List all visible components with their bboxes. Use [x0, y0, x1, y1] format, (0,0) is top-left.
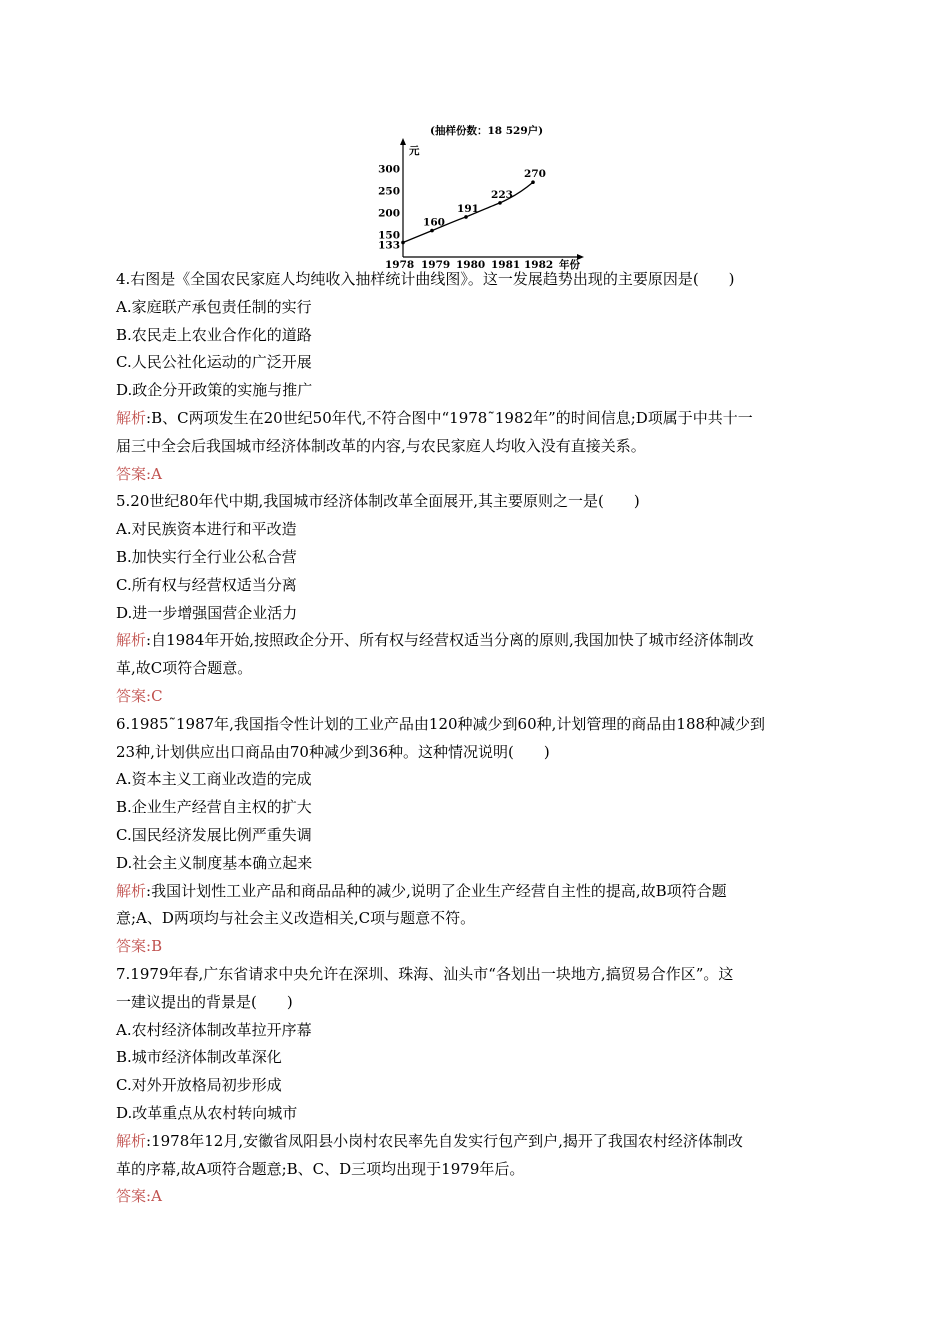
question-6: [116, 711, 838, 961]
answer-value: :C: [146, 686, 163, 705]
answer: [116, 1183, 838, 1211]
option-d: D.政企分开政策的实施与推广: [116, 381, 313, 400]
option-a: A.家庭联产承包责任制的实行: [116, 297, 312, 316]
question-4: [116, 266, 838, 488]
x-tick-label-1980: 1980: [456, 259, 486, 271]
y-axis-arrow: [400, 138, 406, 145]
y-tick-label-250: 250: [378, 185, 400, 198]
option-c: C.国民经济发展比例严重失调: [116, 825, 312, 844]
answer-value: :B: [146, 937, 163, 956]
answer-label: 答案: [116, 937, 147, 956]
option-c: C.人民公社化运动的广泛开展: [116, 353, 312, 372]
data-point-1981: [498, 201, 502, 205]
option-b: B.农民走上农业合作化的道路: [116, 325, 312, 344]
data-point-1982: [531, 180, 535, 184]
y-tick-label-300: 300: [378, 163, 400, 176]
analysis: [116, 627, 838, 655]
answer: [116, 683, 838, 711]
option-a: A.农村经济体制改革拉开序幕: [116, 1020, 312, 1039]
answer-label: 答案: [116, 686, 147, 705]
analysis-label: 解析: [116, 881, 147, 900]
option-c: C.所有权与经营权适当分离: [116, 575, 297, 594]
option-a: A.资本主义工商业改造的完成: [116, 770, 312, 789]
x-tick-label-1982: 1982: [524, 259, 554, 271]
answer: [116, 933, 838, 961]
question-stem: 4.右图是《全国农民家庭人均纯收入抽样统计曲线图》。这一发展趋势出现的主要原因是( ): [116, 270, 735, 288]
analysis-continued: 革的序幕,故A项符合题意;B、C、D三项均出现于1979年后。: [116, 1159, 525, 1178]
answer-label: 答案: [116, 464, 147, 483]
y-tick-label-150: 150: [378, 229, 400, 242]
chart-xlabel: 年份: [559, 259, 580, 271]
y-start-label: 133: [378, 239, 400, 252]
analysis-text: :我国计划性工业产品和商品品种的减少,说明了企业生产经营自主性的提高,故B项符合题: [146, 881, 727, 900]
analysis: [116, 405, 838, 433]
analysis-continued: 意;A、D两项均与社会主义改造相关,C项与题意不符。: [116, 909, 476, 928]
data-label-1980: 191: [457, 202, 479, 215]
analysis: [116, 878, 838, 906]
analysis-continued: 届三中全会后我国城市经济体制改革的内容,与农民家庭人均收入没有直接关系。: [116, 436, 646, 455]
data-label-1981: 223: [491, 188, 513, 201]
data-point-1979: [430, 229, 434, 233]
answer-label: 答案: [116, 1187, 147, 1206]
y-tick-label-200: 200: [378, 207, 400, 220]
answer-value: :A: [146, 464, 162, 483]
question-stem-continued: 一建议提出的背景是( ): [116, 992, 293, 1011]
data-label-1982: 270: [524, 168, 546, 181]
question-stem: 6.1985˜1987年,我国指令性计划的工业产品由120种减少到60种,计划管理的商品由188种减少到: [116, 714, 766, 733]
answer-value: :A: [146, 1187, 162, 1206]
x-tick-label-1981: 1981: [491, 259, 521, 271]
data-point-1978: [401, 241, 405, 245]
x-tick-label-1978: 1978: [385, 259, 415, 271]
option-b: B.城市经济体制改革深化: [116, 1048, 282, 1067]
data-label-1979: 160: [423, 216, 445, 229]
option-b: B.企业生产经营自主权的扩大: [116, 798, 312, 817]
option-d: D.进一步增强国营企业活力: [116, 603, 298, 622]
question-5: [116, 488, 838, 710]
option-d: D.社会主义制度基本确立起来: [116, 853, 313, 872]
data-point-1980: [464, 215, 468, 219]
question-7: [116, 961, 838, 1211]
x-axis-arrow: [577, 254, 584, 260]
question-stem: 5.20世纪80年代中期,我国城市经济体制改革全面展开,其主要原则之一是( ): [116, 492, 640, 511]
option-c: C.对外开放格局初步形成: [116, 1076, 282, 1095]
analysis-continued: 革,故C项符合题意。: [116, 659, 253, 678]
analysis-text: :1978年12月,安徽省凤阳县小岗村农民率先自发实行包产到户,揭开了我国农村经济体制改: [146, 1131, 743, 1150]
chart-title: (抽样份数：18 529户): [430, 125, 544, 137]
analysis-text: :自1984年开始,按照政企分开、所有权与经营权适当分离的原则,我国加快了城市经济体制改: [146, 631, 754, 650]
question-list: [116, 266, 838, 1211]
analysis-label: 解析: [116, 408, 147, 427]
analysis-label: 解析: [116, 1131, 147, 1150]
option-b: B.加快实行全行业公私合营: [116, 547, 297, 566]
analysis-text: :B、C两项发生在20世纪50年代,不符合图中“1978˜1982年”的时间信息;D项属于中共十一: [146, 408, 753, 427]
analysis: [116, 1128, 838, 1156]
answer: [116, 461, 838, 489]
option-a: A.对民族资本进行和平改造: [116, 520, 297, 539]
income-line-chart: [360, 120, 600, 272]
question-stem-continued: 23种,计划供应出口商品由70种减少到36种。这种情况说明( ): [116, 742, 550, 761]
question-stem: 7.1979年春,广东省请求中央允许在深圳、珠海、汕头市“各划出一块地方,搞贸易合作区”。这: [116, 964, 734, 983]
option-d: D.改革重点从农村转向城市: [116, 1103, 298, 1122]
chart-ylabel: 元: [409, 145, 420, 157]
x-tick-label-1979: 1979: [421, 259, 451, 271]
analysis-label: 解析: [116, 631, 147, 650]
